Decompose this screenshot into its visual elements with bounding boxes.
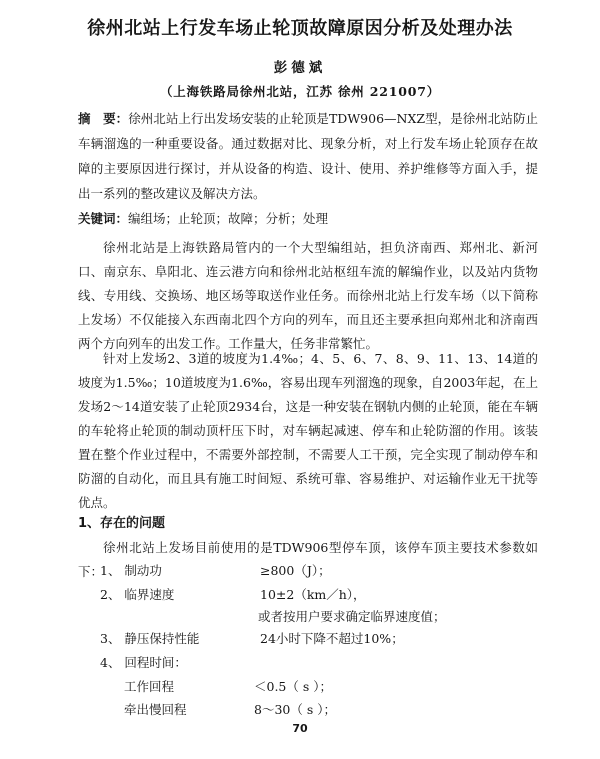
keywords-block <box>78 208 538 230</box>
spec-value: 10±2（km／h）， <box>260 587 366 602</box>
spec-sub-work-return-value: ＜0.5（ s ）； <box>254 679 332 694</box>
spec-value: 24小时下降不超过10%； <box>260 631 404 646</box>
page-number: 70 <box>292 722 308 735</box>
spec-key: 2、 临界速度 <box>100 587 175 602</box>
spec-key: 4、 回程时间： <box>100 655 187 670</box>
intro-paragraph-2: 针对上发场2、3道的坡度为1.4‰；4、5、6、7、8、9、11、13、14道的坡度为1.5‰；10道坡度为1.6‰，容易出现车列溜逸的现象，自2003年起，在上发场2～14道安装了止轮顶2934台，这是一种安装在钢轨内侧的止轮顶，能在车辆的车轮将止轮顶的制动顶杆压下时，对车辆起减速、停车和止轮防溜的作用。该装置在整个作业过程中，不需要外部控制，不需要人工干预，完全实现了制动停车和防溜的自动化，而且具有施工时间短、系统可靠、容易维护、对运输作业无干扰等优点。 <box>78 351 538 510</box>
intro-paragraph-1: 徐州北站是上海铁路局管内的一个大型编组站，担负济南西、郑州北、新河口、南京东、阜阳北、连云港方向和徐州北站枢纽车流的解编作业，以及站内货物线、专用线、交换场、地区场等取送作业任务。而徐州北站上行发车场（以下简称上发场）不仅能接入东西南北四个方向的列车，而且还主要承担向郑州北和济南西两个方向列车的出发工作。工作量大，任务非常繁忙。 <box>78 240 538 351</box>
spec-sub-work-return-key: 工作回程 <box>124 679 175 694</box>
spec-row-return-time <box>100 652 540 674</box>
spec-sub-slow-return-key: 牵出慢回程 <box>124 702 187 717</box>
spec-sub-slow-return-value: 8～30（ s ）； <box>254 702 336 717</box>
section-heading-problems: 1、存在的问题 <box>78 516 166 531</box>
spec-row-critical-speed <box>100 584 540 606</box>
spec-key: 3、 静压保持性能 <box>100 631 200 646</box>
spec-row-braking-work <box>100 560 540 582</box>
specs-intro-paragraph: 徐州北站上发场目前使用的是TDW906型停车顶，该停车顶主要技术参数如下： <box>78 540 538 579</box>
keywords-label: 关键词： <box>78 211 129 226</box>
keywords-text: 编组场；止轮顶；故障；分析；处理 <box>128 211 329 226</box>
spec-row-static-pressure <box>100 628 540 650</box>
abstract-block <box>78 106 538 206</box>
author-name: 彭德斌 <box>273 60 327 76</box>
spec-note-critical-speed: 或者按用户要求确定临界速度值； <box>258 609 446 624</box>
spec-value: ≥800（J）； <box>260 563 331 578</box>
article-title: 徐州北站上行发车场止轮顶故障原因分析及处理办法 <box>87 18 513 39</box>
abstract-text: 徐州北站上行出发场安装的止轮顶是TDW906—NXZ型，是徐州北站防止车辆溜逸的一种重要设备。通过数据对比、现象分析，对上行发车场止轮顶存在故障的主要原因进行探讨，并从设备的构造、设计、使用、养护维修等方面入手，提出一系列的整改建议及解决方法。 <box>78 111 538 201</box>
author-affiliation: （上海铁路局徐州北站，江苏 徐州 221007） <box>159 84 441 99</box>
abstract-label: 摘 要： <box>78 111 129 126</box>
spec-key: 1、 制动功 <box>100 563 162 578</box>
